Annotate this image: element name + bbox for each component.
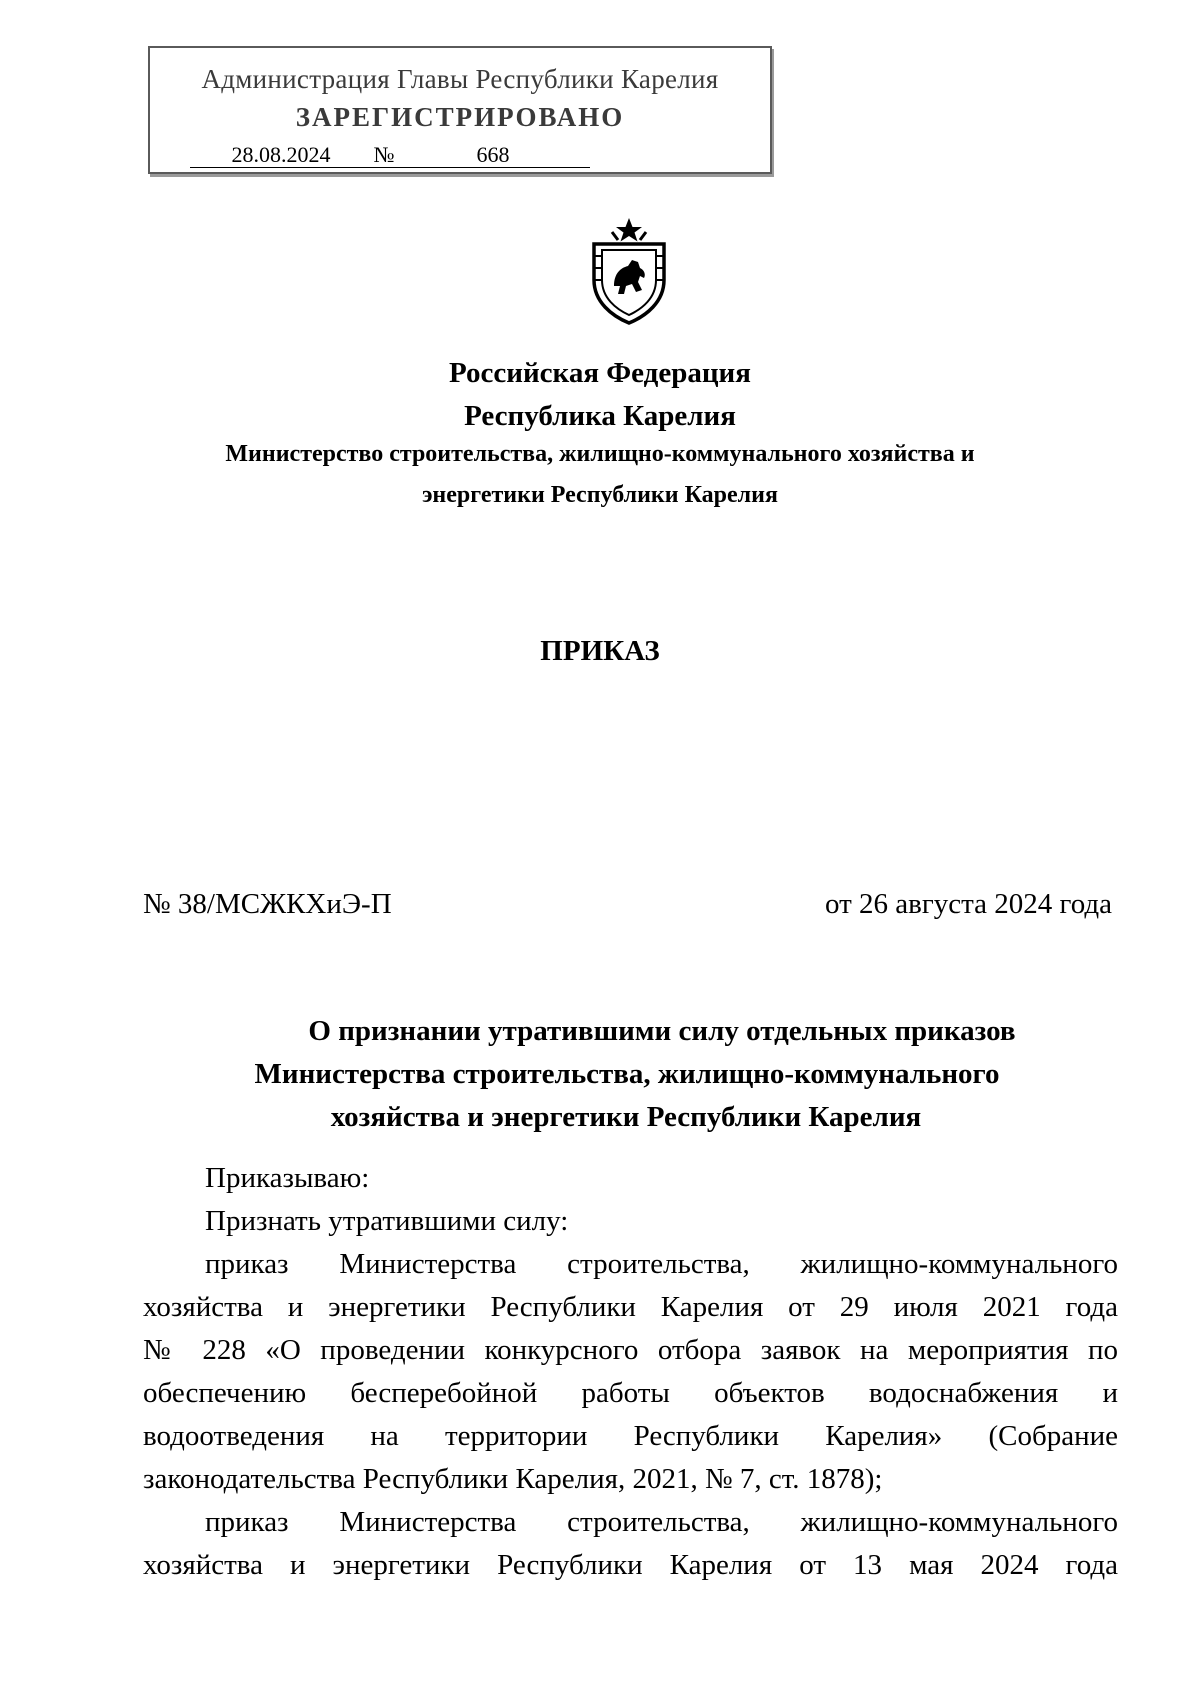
stamp-registration-line	[190, 142, 590, 168]
document-title-line2: Министерства строительства, жилищно-коммунального	[254, 1058, 1000, 1090]
karelia-coat-of-arms-icon	[584, 216, 674, 326]
stamp-number: 668	[396, 144, 590, 168]
country-heading: Российская Федерация	[449, 357, 751, 389]
item1-line: законодательства Республики Карелия, 2021, № 7, ст. 1878);	[143, 1463, 883, 1495]
document-number: № 38/МСЖКХиЭ-П	[143, 888, 392, 920]
item1-line: приказ Министерства строительства, жилищно-коммунального	[205, 1248, 1118, 1280]
document-title-line3: хозяйства и энергетики Республики Карелия	[330, 1101, 922, 1133]
registration-stamp	[148, 46, 772, 174]
stamp-registered: ЗАРЕГИСТРИРОВАНО	[295, 102, 625, 132]
item1-line: обеспечению бесперебойной работы объектов водоснабжения и	[143, 1377, 1118, 1409]
document-type: ПРИКАЗ	[540, 635, 660, 667]
ministry-heading-line2: энергетики Республики Карелия	[422, 482, 778, 508]
stamp-date: 28.08.2024	[190, 144, 372, 168]
stamp-number-label: №	[373, 142, 395, 167]
document-title-line1: О признании утратившими силу отдельных приказов	[308, 1015, 1016, 1047]
item1-line: № 228 «О проведении конкурсного отбора заявок на мероприятия по	[143, 1334, 1118, 1366]
stamp-authority: Администрация Главы Республики Карелия	[201, 64, 719, 94]
item1-line: хозяйства и энергетики Республики Карелия от 29 июля 2021 года	[143, 1291, 1118, 1323]
item2-line: хозяйства и энергетики Республики Карелия от 13 мая 2024 года	[143, 1549, 1118, 1581]
item2-line: приказ Министерства строительства, жилищно-коммунального	[205, 1506, 1118, 1538]
document-date: от 26 августа 2024 года	[825, 888, 1112, 920]
item1-line: водоотведения на территории Республики Карелия» (Собрание	[143, 1420, 1118, 1452]
region-heading: Республика Карелия	[464, 400, 736, 432]
ministry-heading-line1: Министерство строительства, жилищно-коммунального хозяйства и	[225, 441, 975, 467]
repeal-phrase: Признать утратившими силу:	[205, 1205, 569, 1237]
order-phrase: Приказываю:	[205, 1162, 370, 1194]
